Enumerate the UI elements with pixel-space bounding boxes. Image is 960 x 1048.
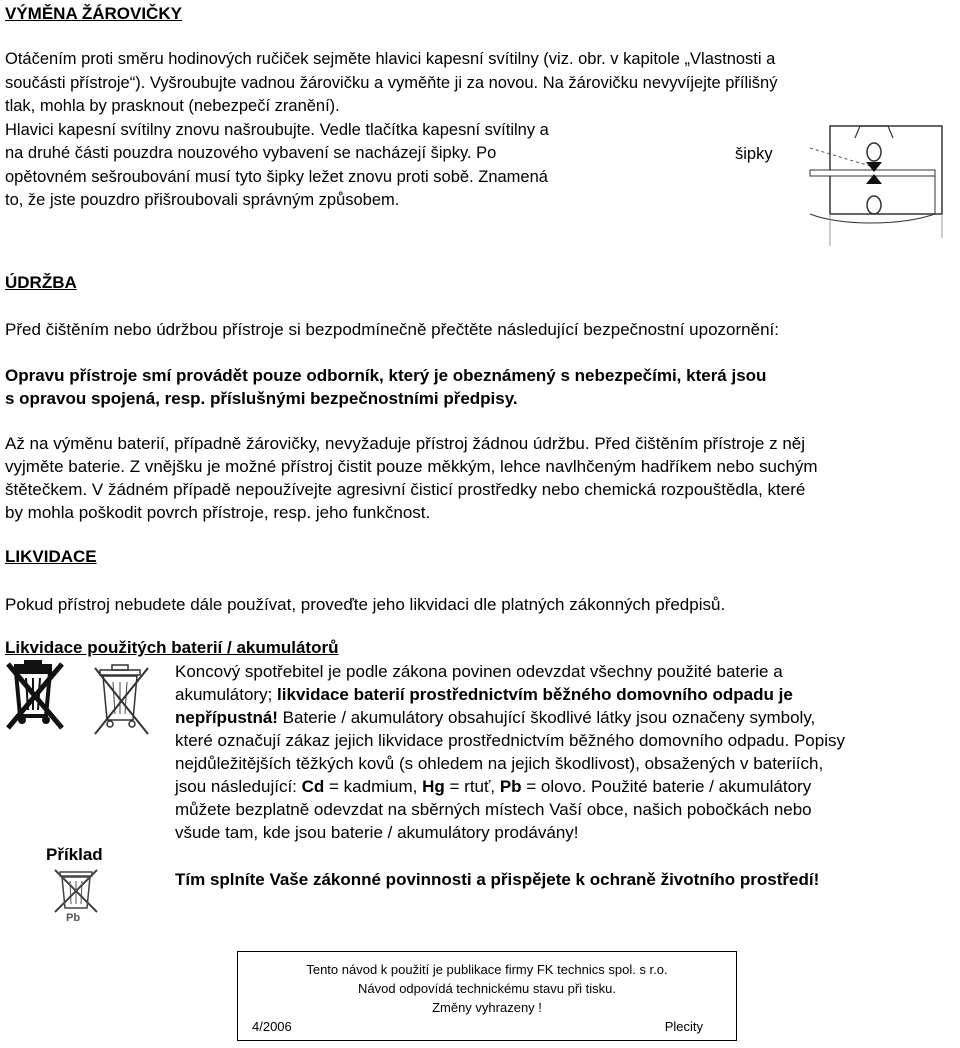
maintenance-line: by mohla poškodit povrch přístroje, resp. jeho funkčnost. bbox=[5, 503, 431, 522]
battery-line: jsou následující: Cd = kadmium, Hg = rtuť, Pb = olovo. Použité baterie / akumulátory bbox=[175, 777, 812, 796]
footer-bottom-row bbox=[238, 1017, 736, 1036]
closing-statement: Tím splníte Vaše zákonné povinnosti a přispějete k ochraně životního prostředí! bbox=[175, 870, 820, 889]
battery-disposal-paragraph bbox=[175, 660, 960, 844]
maintenance-line: Až na výměnu baterií, případně žárovičky, nevyžaduje přístroj žádnou údržbu. Před čištěním přístroje z něj bbox=[5, 434, 806, 453]
crossed-bin-outline-icon bbox=[92, 664, 152, 736]
maintenance-warning bbox=[5, 364, 766, 410]
section-title-maintenance: ÚDRŽBA bbox=[5, 273, 77, 292]
warning-line: s opravou spojená, resp. příslušnými bezpečnostními předpisy. bbox=[5, 389, 518, 408]
battery-line: nejdůležitějších těžkých kovů (s ohledem na jejich škodlivost), obsažených v bateriích, bbox=[175, 754, 824, 773]
footer-line: Tento návod k použití je publikace firmy FK technics spol. s r.o. bbox=[306, 962, 668, 977]
bulb-line: součásti přístroje“). Vyšroubujte vadnou žárovičku a vyměňte ji za novou. Na žárovičku nevyvíjejte přílišný bbox=[5, 73, 778, 92]
bulb-line: na druhé části pouzdra nouzového vybavení se nacházejí šipky. Po bbox=[5, 144, 497, 162]
bulb-line: opětovném sešroubování musí tyto šipky ležet znovu proti sobě. Znamená bbox=[5, 167, 548, 186]
battery-line: akumulátory; likvidace baterií prostřednictvím běžného domovního odpadu je bbox=[175, 685, 793, 704]
footer-line: Změny vyhrazeny ! bbox=[432, 1000, 542, 1015]
bulb-line: to, že jste pouzdro přišroubovali správným způsobem. bbox=[5, 191, 400, 209]
bulb-line: Otáčením proti směru hodinových ručiček sejměte hlavici kapesní svítilny (viz. obr. v kapitole „Vlastnosti a bbox=[5, 50, 776, 68]
disposal-text: Pokud přístroj nebudete dále používat, proveďte jeho likvidaci dle platných zákonných předpisů. bbox=[5, 595, 726, 614]
battery-line: všude tam, kde jsou baterie / akumulátory prodávány! bbox=[175, 823, 579, 842]
example-label: Příklad bbox=[46, 845, 103, 864]
battery-line: nepřípustná! Baterie / akumulátory obsahující škodlivé látky jsou označeny symboly, bbox=[175, 708, 816, 727]
warning-line: Opravu přístroje smí provádět pouze odborník, který je obeznámený s nebezpečími, která jsou bbox=[5, 366, 767, 385]
footer-date: 4/2006 bbox=[252, 1019, 292, 1034]
maintenance-body bbox=[5, 432, 818, 524]
bulb-line: tlak, mohla by prasknout (nebezpečí zranění). bbox=[5, 97, 340, 115]
battery-line: které označují zákaz jejich likvidace prostřednictvím běžného domovního odpadu. Popisy bbox=[175, 731, 845, 750]
battery-disposal-title: Likvidace použitých baterií / akumulátorů bbox=[5, 638, 339, 657]
maintenance-line: vyjměte baterie. Z vnějšku je možné přístroj čistit pouze měkkým, lehce navlhčeným hadříkem nebo suchým bbox=[5, 457, 818, 476]
maintenance-intro: Před čištěním nebo údržbou přístroje si bezpodmínečně přečtěte následující bezpečnostní upozornění: bbox=[5, 320, 779, 339]
footer-box bbox=[237, 951, 737, 1041]
footer-place: Plecity bbox=[664, 1019, 703, 1034]
pb-icon-label: Pb bbox=[66, 912, 81, 924]
arrows-figure-label: šipky bbox=[735, 145, 773, 163]
housing-arrows-figure bbox=[800, 118, 948, 248]
crossed-bin-icon bbox=[6, 660, 66, 732]
footer-line: Návod odpovídá technickému stavu při tisku. bbox=[358, 981, 616, 996]
bulb-line: Hlavici kapesní svítilny znovu našroubujte. Vedle tlačítka kapesní svítilny a bbox=[5, 120, 549, 139]
battery-line: můžete bezplatně odevzdat na sběrných místech Vaší obce, našich pobočkách nebo bbox=[175, 800, 812, 819]
section-title-disposal: LIKVIDACE bbox=[5, 547, 97, 566]
battery-line: Koncový spotřebitel je podle zákona povinen odevzdat všechny použité baterie a bbox=[175, 662, 783, 681]
maintenance-line: štětečkem. V žádném případě nepoužívejte agresivní čisticí prostředky nebo chemická rozpouštědla, které bbox=[5, 480, 806, 499]
section-title-bulb: VÝMĚNA ŽÁROVIČKY bbox=[5, 4, 182, 23]
